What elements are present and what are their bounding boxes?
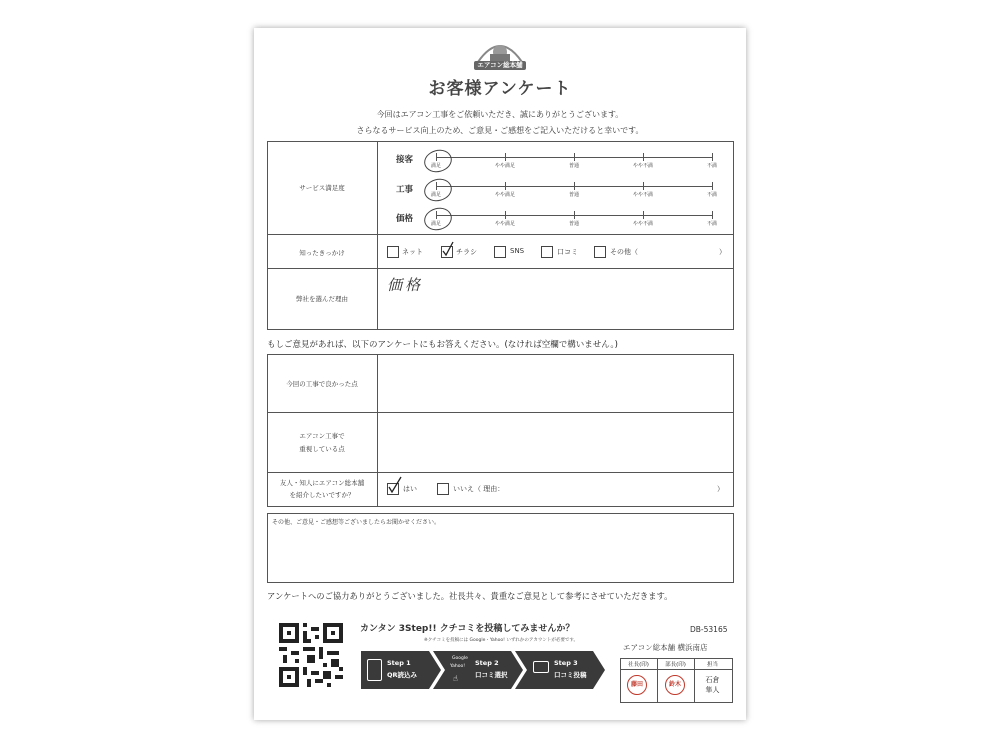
intro-line-2: さらなるサービス向上のため、ご意見・ご感想をご記入いただけると幸いです。 <box>356 126 644 135</box>
check-mark-icon <box>441 241 455 257</box>
checkbox-recommend-no[interactable] <box>437 483 449 495</box>
step-2-number: Step 2 <box>475 659 499 667</box>
review-steps <box>361 649 607 691</box>
scale-label-price: 価格 <box>396 214 414 224</box>
option-flyer: チラシ <box>456 248 477 256</box>
review-note: ※クチコミを投稿には Google・Yahoo! いずれかのアカウントが必要です。 <box>424 638 578 643</box>
review-title: カンタン 3Step!! クチコミを投稿してみませんか？ <box>360 624 575 634</box>
scale-option[interactable]: やや満足 <box>494 163 516 169</box>
checkbox-recommend-yes[interactable] <box>387 483 399 495</box>
scale-option[interactable]: やや満足 <box>494 221 516 227</box>
scale-label-work: 工事 <box>396 185 414 195</box>
survey-sheet <box>254 28 746 720</box>
closing-message: アンケートへのご協力ありがとうございました。社長共々、貴重なご意見として参考にさせていただきます。 <box>267 591 673 601</box>
satisfaction-label: サービス満足度 <box>299 184 345 192</box>
page-title: お客様アンケート <box>428 79 572 99</box>
checkbox-word-of-mouth[interactable] <box>541 246 553 258</box>
recommend-label-line-2: を紹介したいですか？ <box>289 491 355 499</box>
president-stamp: 藤田 <box>627 675 647 695</box>
option-yes: はい <box>403 485 417 493</box>
approval-role-staff: 担当 <box>706 662 718 668</box>
google-label: Google <box>452 656 468 661</box>
manager-stamp: 鈴木 <box>665 675 685 695</box>
scale-option[interactable]: 不満 <box>706 221 718 227</box>
important-points-input[interactable] <box>378 413 732 471</box>
recommend-label-line-1: 友人・知人にエアコン総本舗 <box>279 479 365 487</box>
step-1-number: Step 1 <box>387 659 411 667</box>
scale-option[interactable]: 不満 <box>706 192 718 198</box>
step-3-text: 口コミ投稿 <box>554 671 587 679</box>
comment-icon <box>533 661 549 673</box>
scale-option[interactable]: やや満足 <box>494 192 516 198</box>
qr-code[interactable] <box>279 623 343 687</box>
logo-text: エアコン総本舗 <box>477 61 523 69</box>
scale-option[interactable]: 不満 <box>706 163 718 169</box>
important-label-line-1: エアコン工事で <box>299 432 345 440</box>
scale-option[interactable]: やや不満 <box>632 221 654 227</box>
scale-option[interactable]: 満足 <box>430 163 442 169</box>
scale-option[interactable]: 満足 <box>430 192 442 198</box>
source-label: 知ったきっかけ <box>299 249 345 257</box>
approval-role-manager: 部長(印) <box>665 662 686 668</box>
option-no: いいえ（ 理由： <box>453 485 505 493</box>
company-logo <box>472 36 528 72</box>
reason-label: 弊社を選んだ理由 <box>296 295 348 303</box>
step-3-number: Step 3 <box>554 659 578 667</box>
checkbox-other[interactable] <box>594 246 606 258</box>
check-mark-icon <box>387 476 403 494</box>
reason-answer[interactable]: 価格 <box>387 276 424 294</box>
option-net: ネット <box>402 248 423 256</box>
intro-line-1: 今回はエアコン工事をご依頼いただき、誠にありがとうございます。 <box>376 110 624 119</box>
option-other: その他（ <box>610 248 638 256</box>
scale-label-service: 接客 <box>396 155 414 165</box>
option-word-of-mouth: 口コミ <box>557 248 578 256</box>
step-1-text: QR読込み <box>387 671 418 679</box>
phone-icon <box>367 659 382 681</box>
store-name: エアコン総本舗 横浜南店 <box>623 643 708 652</box>
yahoo-label: Yahoo! <box>450 664 466 669</box>
good-points-input[interactable] <box>378 355 732 411</box>
hand-pointer-icon: ☝ <box>453 674 458 683</box>
option-sns: SNS <box>510 247 525 255</box>
scale-option[interactable]: やや不満 <box>632 192 654 198</box>
other-comments-label: その他、ご意見・ご感想等ございましたらお聞かせください。 <box>272 519 441 526</box>
other-close-paren: ） <box>719 248 726 256</box>
no-close-paren: ） <box>717 485 724 493</box>
checkbox-net[interactable] <box>387 246 399 258</box>
step-2-text: 口コミ選択 <box>475 671 508 679</box>
scale-option[interactable]: 普通 <box>568 163 580 169</box>
optional-heading: もしご意見があれば、以下のアンケートにもお答えください。(なければ空欄で構いません。) <box>267 340 618 350</box>
good-points-label: 今回の工事で良かった点 <box>286 380 358 388</box>
approval-role-president: 社長(印) <box>628 662 649 668</box>
scale-option[interactable]: 満足 <box>430 221 442 227</box>
document-id: DB-53165 <box>690 625 728 634</box>
important-label-line-2: 重視している点 <box>299 445 345 453</box>
staff-name-line-1: 石倉 <box>705 676 720 684</box>
staff-name-line-2: 隼人 <box>705 686 720 694</box>
checkbox-sns[interactable] <box>494 246 506 258</box>
scale-option[interactable]: やや不満 <box>632 163 654 169</box>
scale-option[interactable]: 普通 <box>568 221 580 227</box>
checkbox-flyer[interactable] <box>441 246 453 258</box>
scale-option[interactable]: 普通 <box>568 192 580 198</box>
